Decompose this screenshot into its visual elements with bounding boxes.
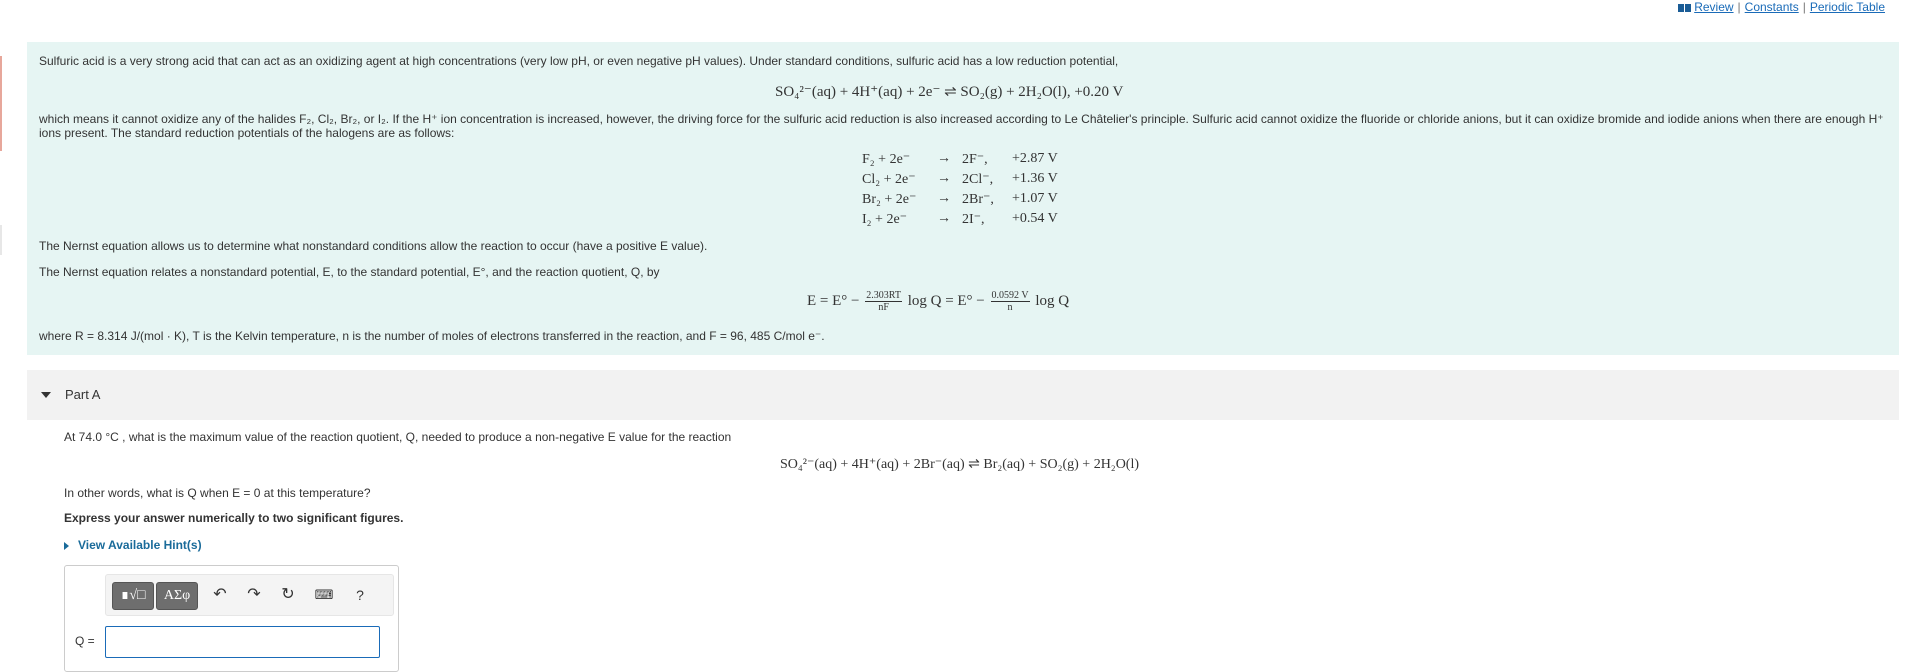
undo-icon[interactable]: ↶ (213, 586, 227, 603)
fraction-denominator: n (1007, 302, 1013, 313)
halogen-right: 2Br⁻, (962, 192, 994, 207)
nernst-fraction-1 (865, 290, 902, 313)
keyboard-icon[interactable]: ⌨ (314, 587, 334, 602)
halogen-left: Cl₂ + 2e⁻ (862, 172, 916, 187)
halogen-arrow: → (937, 151, 951, 166)
templates-button[interactable]: ∎√□ (112, 582, 154, 610)
halogen-arrow: → (937, 191, 951, 206)
help-icon[interactable]: ? (356, 587, 364, 603)
math-toolbar (105, 574, 394, 616)
halogen-right: 2I⁻, (962, 212, 985, 227)
intro-paragraph-2b: ions present. The standard reduction potentials of the halogens are as follows: (39, 126, 455, 140)
halogen-left: I₂ + 2e⁻ (862, 212, 908, 227)
nernst-intro-2: The Nernst equation relates a nonstandard potential, E, to the standard potential, E°, and the reaction quotient, Q, by (39, 265, 660, 279)
intro-paragraph-2: which means it cannot oxidize any of the halides F₂, Cl₂, Br₂, or I₂. If the H⁺ ion concentration is increased, however, the driving force for the sulfuric acid reduction is also increased according to Le Châtelier's principle. Sulfuric acid cannot oxidize the fluoride or chloride anions, but it can oxidize bromide and iodide anions when there are enough H⁺ (39, 112, 1884, 126)
halogen-arrow: → (937, 211, 951, 226)
halogen-potential: +1.07 V (1012, 191, 1058, 206)
nernst-end: log Q (1035, 292, 1070, 309)
intro-paragraph-1: Sulfuric acid is a very strong acid that can act as an oxidizing agent at high concentrations (very low pH, or even negative pH values). Under standard conditions, sulfuric acid has a low reduction potential, (39, 54, 1119, 68)
part-a-header[interactable] (27, 370, 1899, 420)
left-edge-marker (0, 56, 2, 151)
fraction-denominator: nF (878, 302, 889, 313)
halogen-arrow: → (937, 171, 951, 186)
fraction-numerator: 0.0592 V (991, 290, 1029, 301)
periodic-table-link[interactable]: Periodic Table (1809, 0, 1885, 14)
review-link[interactable]: Review (1694, 0, 1734, 14)
intro-panel (27, 42, 1899, 355)
other-words-text: In other words, what is Q when E = 0 at this temperature? (64, 486, 371, 500)
top-nav (1678, 0, 1885, 14)
greek-symbols-button[interactable]: ΑΣφ (156, 582, 198, 610)
nernst-where-text: where R = 8.314 J/(mol · K), T is the Kelvin temperature, n is the number of moles of electrons transferred in the reaction, and F = 96, 485 C/mol e⁻. (39, 329, 825, 343)
left-edge-marker (0, 225, 2, 255)
halogen-right: 2Cl⁻, (962, 172, 994, 187)
answer-input[interactable] (105, 626, 380, 658)
fraction-numerator: 2.303RT (866, 290, 901, 301)
view-hints-link[interactable] (64, 538, 202, 552)
nernst-intro-1: The Nernst equation allows us to determine what nonstandard conditions allow the reaction to occur (have a positive E value). (39, 239, 708, 253)
reset-icon[interactable]: ↻ (281, 586, 295, 603)
redo-icon[interactable]: ↷ (247, 586, 261, 603)
bromide-reaction-equation: SO₄²⁻(aq) + 4H⁺(aq) + 2Br⁻(aq) ⇌ Br₂(aq) + SO₂(g) + 2H₂O(l) (780, 457, 1140, 472)
answer-box (64, 565, 399, 672)
nernst-fraction-2 (991, 290, 1030, 313)
nernst-mid: log Q = E° − (907, 292, 985, 309)
halogen-potential: +0.54 V (1012, 211, 1058, 226)
constants-link[interactable]: Constants (1744, 0, 1799, 14)
question-text: At 74.0 °C , what is the maximum value of the reaction quotient, Q, needed to produce a non-negative E value for the reaction (64, 430, 732, 444)
part-a-title: Part A (65, 387, 101, 402)
nernst-lhs: E = E° − (807, 292, 860, 309)
halogen-right: 2F⁻, (962, 152, 988, 167)
expand-triangle-icon (64, 542, 69, 550)
halogen-potential: +1.36 V (1012, 171, 1058, 186)
nav-separator: | (1737, 0, 1741, 14)
express-instruction: Express your answer numerically to two significant figures. (64, 511, 404, 525)
book-icon (1678, 4, 1691, 12)
nernst-equation (807, 290, 1069, 313)
sulfuric-reduction-equation: SO₄²⁻(aq) + 4H⁺(aq) + 2e⁻ ⇌ SO₂(g) + 2H₂O(l), +0.20 V (775, 84, 1124, 100)
answer-label: Q = (75, 634, 95, 648)
halogen-left: Br₂ + 2e⁻ (862, 192, 917, 207)
nav-separator: | (1802, 0, 1806, 14)
halogen-potential: +2.87 V (1012, 151, 1058, 166)
collapse-triangle-icon[interactable] (41, 392, 51, 398)
hint-label: View Available Hint(s) (78, 538, 202, 552)
halogen-left: F₂ + 2e⁻ (862, 152, 911, 167)
